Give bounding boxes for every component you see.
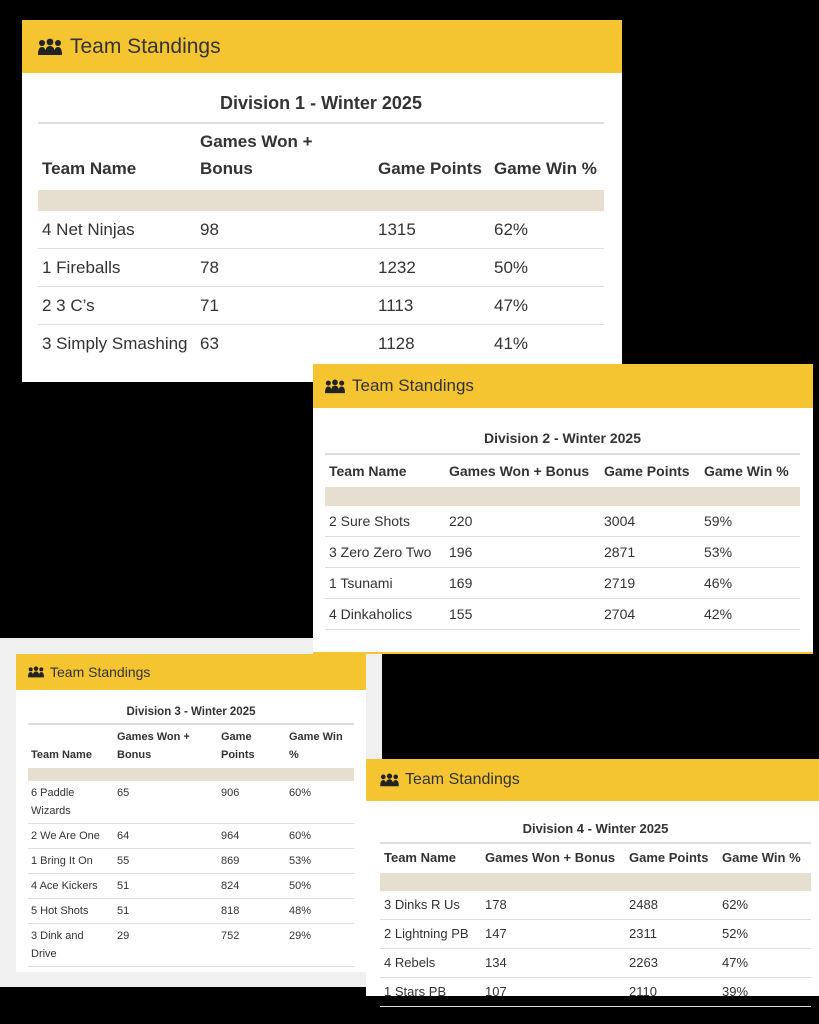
col-game-points: Game Points	[218, 725, 286, 769]
game-win-pct: 50%	[286, 874, 354, 899]
team-name: 3 Zero Zero Two	[325, 537, 445, 568]
game-points: 1315	[374, 211, 490, 249]
card-header	[22, 20, 622, 73]
col-game-win-pct: Game Win %	[700, 455, 800, 488]
team-name: 6 Paddle Wizards	[28, 781, 114, 824]
team-name: 2 We Are One	[28, 824, 114, 849]
game-win-pct: 62%	[718, 891, 811, 920]
col-game-win-pct: Game Win %	[718, 844, 811, 874]
game-points: 1128	[378, 334, 415, 353]
game-win-pct: 59%	[700, 506, 800, 537]
col-team-name: Team Name	[380, 844, 481, 874]
card-header-title: Team Standings	[50, 664, 151, 680]
standings-table	[28, 724, 354, 967]
table-row	[28, 924, 354, 967]
game-win-pct: 53%	[700, 537, 800, 568]
team-name: 2 3 C’s	[38, 287, 196, 325]
users-icon	[38, 38, 62, 56]
game-win-pct: 42%	[700, 599, 800, 630]
standings-table	[325, 454, 800, 630]
col-games-won: Games Won + Bonus	[445, 455, 600, 488]
game-win-pct: 60%	[286, 781, 354, 824]
col-team-name: Team Name	[28, 725, 114, 769]
game-points: 752	[218, 924, 286, 967]
table-row	[28, 874, 354, 899]
game-points: 824	[218, 874, 286, 899]
games-won: 155	[445, 599, 600, 630]
game-points: 3004	[600, 506, 700, 537]
division-title: Division 3 - Winter 2025	[28, 706, 354, 724]
game-win-pct: 50%	[490, 249, 604, 287]
table-row	[38, 249, 604, 287]
game-points: 964	[218, 824, 286, 849]
users-icon	[380, 773, 399, 787]
team-name: 5 Hot Shots	[28, 899, 114, 924]
col-games-won: Games Won + Bonus	[196, 124, 374, 191]
game-points: 2719	[600, 568, 700, 599]
game-win-pct: 60%	[286, 824, 354, 849]
division-title: Division 4 - Winter 2025	[380, 821, 811, 843]
game-win-pct: 39%	[718, 978, 811, 1007]
col-games-won: Games Won + Bonus	[114, 725, 218, 769]
table-row	[325, 599, 800, 630]
table-row	[325, 537, 800, 568]
col-game-win-pct: Game Win %	[490, 124, 604, 191]
team-name: 1 Fireballs	[38, 249, 196, 287]
games-won: 134	[481, 949, 625, 978]
table-row	[380, 978, 811, 1007]
game-points: 818	[218, 899, 286, 924]
game-win-pct: 47%	[718, 949, 811, 978]
game-win-pct: 53%	[286, 849, 354, 874]
col-game-points: Game Points	[600, 455, 700, 488]
games-won: 178	[481, 891, 625, 920]
game-win-pct: 29%	[286, 924, 354, 967]
table-row	[28, 849, 354, 874]
table-row	[380, 891, 811, 920]
games-won: 65	[114, 781, 218, 824]
table-row	[380, 920, 811, 949]
team-name: 2 Sure Shots	[325, 506, 445, 537]
col-game-points: Game Points	[625, 844, 718, 874]
games-won: 169	[445, 568, 600, 599]
games-won: 196	[445, 537, 600, 568]
games-won: 98	[196, 211, 374, 249]
game-points: 869	[218, 849, 286, 874]
team-name: 1 Bring It On	[28, 849, 114, 874]
games-won: 78	[196, 249, 374, 287]
users-icon	[28, 666, 44, 678]
team-name: 4 Net Ninjas	[38, 211, 196, 249]
game-points: 2311	[625, 920, 718, 949]
standings-card-division-3	[0, 638, 382, 987]
game-win-pct: 46%	[700, 568, 800, 599]
division-title: Division 1 - Winter 2025	[38, 93, 604, 123]
game-points: 2263	[625, 949, 718, 978]
table-row	[28, 824, 354, 849]
team-name: 1 Stars PB	[380, 978, 481, 1007]
card-header-title: Team Standings	[352, 376, 474, 395]
col-game-points: Game Points	[374, 124, 490, 191]
col-team-name: Team Name	[325, 455, 445, 488]
standings-card-division-4	[366, 759, 819, 999]
table-row	[325, 568, 800, 599]
col-team-name: Team Name	[38, 124, 196, 191]
card-header-title: Team Standings	[70, 34, 221, 58]
game-points: 1113	[374, 287, 490, 325]
games-won: 147	[481, 920, 625, 949]
standings-table	[380, 843, 811, 1007]
game-win-pct: 52%	[718, 920, 811, 949]
team-name: 4 Ace Kickers	[28, 874, 114, 899]
games-won: 63	[200, 334, 219, 353]
game-points: 2110	[625, 978, 718, 1007]
col-games-won: Games Won + Bonus	[481, 844, 625, 874]
table-row	[38, 325, 604, 363]
game-win-pct: 41%	[494, 334, 529, 353]
division-title: Division 2 - Winter 2025	[325, 430, 800, 454]
game-points: 2488	[625, 891, 718, 920]
games-won: 51	[114, 899, 218, 924]
games-won: 107	[481, 978, 625, 1007]
games-won: 29	[114, 924, 218, 967]
users-icon	[325, 379, 345, 394]
team-name: 3 Dinks R Us	[380, 891, 481, 920]
team-name: 3 Dink and Drive	[28, 924, 114, 967]
card-header	[313, 364, 813, 408]
game-points: 906	[218, 781, 286, 824]
team-name: 4 Rebels	[380, 949, 481, 978]
game-points: 2871	[600, 537, 700, 568]
card-header	[366, 759, 819, 801]
team-name: 4 Dinkaholics	[325, 599, 445, 630]
card-header-title: Team Standings	[405, 771, 520, 788]
team-name: 2 Lightning PB	[380, 920, 481, 949]
table-row	[325, 506, 800, 537]
team-name: 1 Tsunami	[325, 568, 445, 599]
game-win-pct: 47%	[490, 287, 604, 325]
table-row	[28, 899, 354, 924]
card-header	[16, 654, 366, 690]
table-row	[38, 287, 604, 325]
games-won: 55	[114, 849, 218, 874]
table-row	[380, 949, 811, 978]
games-won: 64	[114, 824, 218, 849]
standings-table	[38, 123, 604, 362]
standings-card-division-2	[313, 364, 813, 654]
standings-card-division-1	[22, 20, 622, 382]
games-won: 71	[196, 287, 374, 325]
games-won: 51	[114, 874, 218, 899]
game-win-pct: 62%	[490, 211, 604, 249]
team-name: 3 Simply Smashing	[42, 334, 188, 353]
col-game-win-pct: Game Win %	[286, 725, 354, 769]
game-points: 1232	[374, 249, 490, 287]
game-win-pct: 48%	[286, 899, 354, 924]
game-points: 2704	[600, 599, 700, 630]
table-row	[38, 211, 604, 249]
table-row	[28, 781, 354, 824]
games-won: 220	[445, 506, 600, 537]
